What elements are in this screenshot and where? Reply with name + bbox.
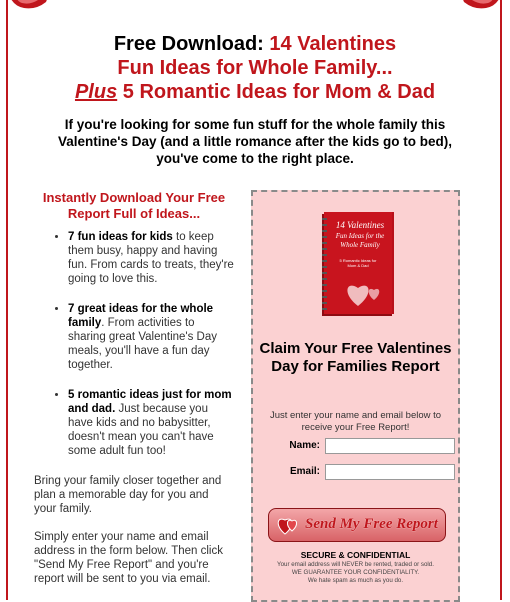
paragraph-instructions: Simply enter your name and email address in the form below. Then click "Send My Free Report" and you're report will be sent to you via email. [34, 531, 223, 585]
benefit-text: Just because you have kids and no babysitter, doesn't mean you can't have some adult fun too! [68, 403, 214, 457]
cover-sub-1: 5 Romantic Ideas for [339, 258, 377, 263]
benefit-item [68, 388, 234, 458]
optin-instructions: Just enter your name and email below to receive your Free Report! [269, 410, 442, 433]
send-report-label: Send My Free Report [305, 516, 438, 532]
optin-box [251, 190, 460, 602]
benefit-text: to keep them busy, happy and having fun. From cards to treats, they're going to love this. [68, 231, 234, 285]
headline-line-3 [10, 80, 500, 104]
email-row [253, 464, 458, 482]
send-report-button[interactable] [268, 508, 446, 542]
benefit-bold: 7 fun ideas for kids [68, 231, 173, 243]
name-row [253, 438, 458, 456]
optin-title: Claim Your Free Valentines Day for Families Report [259, 340, 452, 375]
heart-corner-right-icon [458, 0, 504, 10]
benefit-list [34, 230, 234, 458]
headline-line-1 [10, 32, 500, 56]
email-field[interactable] [325, 464, 455, 480]
left-column [34, 190, 234, 600]
benefit-text: . From activities to sharing great Valentine's Day meals, you'll have a fun day together. [68, 317, 218, 371]
headline-line-3-text: 5 Romantic Ideas for Mom & Dad [122, 81, 436, 103]
cover-title-3: Whole Family [340, 241, 380, 249]
name-field[interactable] [325, 438, 455, 454]
benefit-bold: 5 romantic ideas just for mom and dad. [68, 389, 232, 415]
cover-title-2: Fun Ideas for the [335, 232, 385, 240]
paragraph-family: Bring your family closer together and plan a memorable day for you and your family. [34, 475, 222, 515]
heart-button-icon [275, 514, 301, 536]
benefit-item [68, 302, 234, 372]
cover-sub-2: Mom & Dad [347, 263, 369, 268]
subheadline: If you're looking for some fun stuff for the whole family this Valentine's Day (and a little romance after the kids go to bed), you've come to the right place. [57, 117, 453, 166]
benefit-bold: 7 great ideas for the whole family [68, 303, 214, 329]
secure-line-3: We hate spam as much as you do. [307, 577, 404, 584]
secure-line-2: WE GUARANTEE YOUR CONFIDENTIALITY. [291, 569, 420, 576]
report-cover-image [318, 210, 396, 318]
secure-line-1: Your email address will NEVER be rented, traded or sold. [277, 561, 434, 568]
headline-highlight: 14 Valentines [269, 33, 397, 55]
headline-plus-word: Plus [74, 81, 118, 103]
email-label: Email: [289, 466, 320, 477]
secure-title: SECURE & CONFIDENTIAL [300, 550, 411, 560]
name-label: Name: [289, 440, 320, 451]
heart-corner-left-icon [6, 0, 52, 10]
headline-prefix: Free Download: [113, 33, 264, 55]
benefit-item [68, 230, 234, 286]
headline-line-2: Fun Ideas for Whole Family... [117, 57, 393, 79]
left-heading: Instantly Download Your Free Report Full of Ideas... [42, 190, 226, 221]
cover-title-1: 14 Valentines [335, 220, 385, 230]
secure-text [259, 561, 452, 585]
